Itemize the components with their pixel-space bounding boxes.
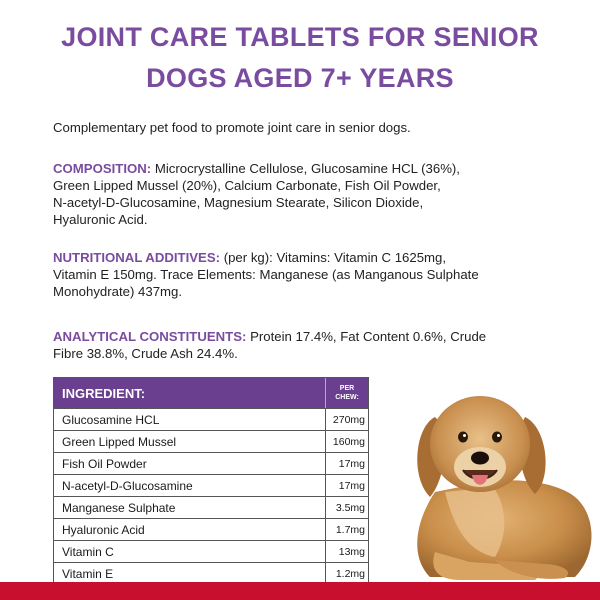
- ingredient-table: [53, 377, 369, 585]
- ingredient-amount: 3.5mg: [335, 501, 365, 514]
- ingredient-name: Manganese Sulphate: [54, 497, 326, 518]
- table-row: [54, 496, 368, 518]
- golden-retriever-image: [375, 382, 600, 587]
- ingredient-amount: 17mg: [338, 479, 365, 492]
- ingredient-name: Green Lipped Mussel: [54, 431, 326, 452]
- nutritional-line: (per kg): Vitamins: Vitamin C 1625mg,: [220, 250, 447, 265]
- table-row: [54, 452, 368, 474]
- composition-line: Green Lipped Mussel (20%), Calcium Carbonate, Fish Oil Powder,: [53, 178, 441, 193]
- table-row: [54, 518, 368, 540]
- composition-section: [53, 160, 553, 228]
- ingredient-amount: 1.2mg: [335, 567, 365, 580]
- nutritional-line: Vitamin E 150mg. Trace Elements: Manganese (as Manganous Sulphate: [53, 267, 479, 282]
- nutritional-additives-section: [53, 249, 553, 300]
- analytical-line: Fibre 38.8%, Crude Ash 24.4%.: [53, 346, 238, 361]
- ingredient-name: Vitamin E: [54, 563, 326, 584]
- intro-text: Complementary pet food to promote joint care in senior dogs.: [53, 120, 411, 135]
- ingredient-amount: 13mg: [338, 545, 365, 558]
- per-label: PER: [339, 385, 355, 392]
- ingredient-name: N-acetyl-D-Glucosamine: [54, 475, 326, 496]
- analytical-heading: ANALYTICAL CONSTITUENTS:: [53, 329, 247, 344]
- chew-label: CHEW:: [335, 394, 359, 401]
- ingredient-name: Glucosamine HCL: [54, 409, 326, 430]
- ingredient-name: Vitamin C: [54, 541, 326, 562]
- table-row: [54, 430, 368, 452]
- composition-line: Hyaluronic Acid.: [53, 212, 148, 227]
- table-row: [54, 562, 368, 584]
- composition-heading: COMPOSITION:: [53, 161, 152, 176]
- title-line-1: JOINT CARE TABLETS FOR SENIOR: [61, 22, 539, 52]
- table-header: [54, 378, 368, 408]
- composition-line: Microcrystalline Cellulose, Glucosamine HCL (36%),: [151, 161, 460, 176]
- analytical-constituents-section: [53, 328, 553, 362]
- table-row: [54, 540, 368, 562]
- ingredient-column-header: INGREDIENT:: [54, 378, 326, 408]
- table-row: [54, 408, 368, 430]
- title-line-2: DOGS AGED 7+ YEARS: [146, 63, 454, 93]
- ingredient-amount: 17mg: [338, 457, 365, 470]
- table-row: [54, 474, 368, 496]
- ingredient-amount: 270mg: [332, 413, 365, 426]
- nutritional-heading: NUTRITIONAL ADDITIVES:: [53, 250, 221, 265]
- analytical-line: Protein 17.4%, Fat Content 0.6%, Crude: [246, 329, 487, 344]
- nutritional-line: Monohydrate) 437mg.: [53, 284, 183, 299]
- composition-line: N-acetyl-D-Glucosamine, Magnesium Stearate, Silicon Dioxide,: [53, 195, 424, 210]
- bottom-bar: [0, 582, 600, 600]
- ingredient-name: Fish Oil Powder: [54, 453, 326, 474]
- per-chew-column-header: [326, 378, 368, 408]
- ingredient-amount: 1.7mg: [335, 523, 365, 536]
- ingredient-name: Hyaluronic Acid: [54, 519, 326, 540]
- ingredient-amount: 160mg: [332, 435, 365, 448]
